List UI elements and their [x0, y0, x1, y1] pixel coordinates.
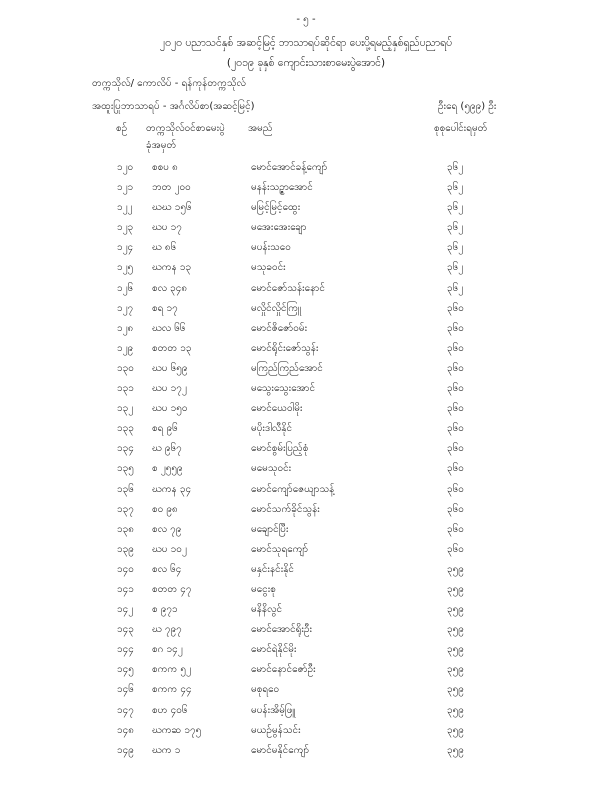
- table-row: [0, 500, 612, 520]
- total-marks-cell: ၃၅၉: [447, 704, 464, 716]
- table-row: [0, 218, 612, 238]
- roll-number-cell: ဃက ၁: [152, 744, 181, 756]
- serial-no-cell: ၁၃၃: [117, 423, 134, 435]
- serial-no-cell: ၁၂၄: [117, 242, 134, 254]
- student-name-cell: မယဉ်မွန်သင်း: [251, 724, 301, 736]
- table-row: [0, 238, 612, 258]
- serial-no-cell: ၁၃၄: [117, 443, 134, 455]
- roll-number-cell: စလ ၆၄: [152, 563, 182, 575]
- table-row: [0, 319, 612, 339]
- total-marks-cell: ၃၆၂: [447, 162, 464, 173]
- table-row: [0, 178, 612, 198]
- total-marks-cell: ၃၆၀: [447, 443, 464, 455]
- table-row: [0, 520, 612, 540]
- roll-number-cell: စစပ ၈: [152, 162, 178, 173]
- serial-no-cell: ၁၃၅: [117, 463, 134, 475]
- table-row: [0, 721, 612, 741]
- student-name-cell: မစုရဝေ: [251, 684, 280, 696]
- student-name-cell: မနှင်းနင်းနိုင်: [251, 563, 294, 575]
- student-name-cell: မောင်အောင်ရိုးဦး: [251, 624, 313, 636]
- student-name-cell: မောင်သက်ခိုင်သွန်း: [251, 503, 320, 515]
- total-count: ဦးရေ (၅၉၉) ဦး: [438, 101, 497, 112]
- student-name-cell: မောင်ဇော်သန်းနောင်: [251, 282, 325, 294]
- student-name-cell: မငွေးစု: [251, 583, 276, 595]
- header-roll-number: တက္ကသိုလ်ဝင်စာမေးပွဲ: [146, 123, 225, 134]
- total-marks-cell: ၃၆၂: [447, 222, 464, 234]
- serial-no-cell: ၁၃၀: [117, 362, 134, 374]
- serial-no-cell: ၁၄၅: [117, 664, 134, 676]
- student-name-cell: မောင်စွမ်းပြည့်စုံ: [251, 443, 309, 455]
- table-row: [0, 741, 612, 761]
- roll-number-cell: ဃကန ၃၄: [152, 483, 192, 495]
- roll-number-cell: ဃ ၈၆: [152, 242, 177, 254]
- page-number: - ၅ -: [296, 14, 316, 25]
- table-row: [0, 399, 612, 419]
- total-marks-cell: ၃၆၀: [447, 523, 464, 535]
- serial-no-cell: ၁၃၇: [117, 503, 134, 515]
- student-name-cell: မမေသုဝင်း: [251, 463, 292, 475]
- student-name-cell: မောင်ရိုင်းဇော်သွန်း: [251, 342, 319, 354]
- serial-no-cell: ၁၂၉: [117, 342, 134, 354]
- total-marks-cell: ၃၆၀: [447, 342, 464, 354]
- total-marks-cell: ၃၅၉: [447, 644, 464, 656]
- serial-no-cell: ၁၂၅: [117, 262, 134, 274]
- student-name-cell: မပန်းအိမ့်ဖြူ: [251, 704, 296, 716]
- student-name-cell: မနန်းသဉ္ဇာအောင်: [251, 182, 313, 194]
- table-row: [0, 660, 612, 680]
- total-marks-cell: ၃၅၉: [447, 744, 464, 756]
- student-name-cell: မပိုးဒါလီနိုင်: [251, 423, 292, 435]
- total-marks-cell: ၃၆၀: [447, 483, 464, 495]
- roll-number-cell: ဃပ ၁၇၂: [152, 383, 187, 395]
- serial-no-cell: ၁၂၂: [117, 202, 133, 214]
- roll-number-cell: စကက ၄၄: [152, 684, 192, 696]
- student-name-cell: မသုခဝင်း: [251, 262, 286, 274]
- total-marks-cell: ၃၆၀: [447, 362, 464, 374]
- total-marks-cell: ၃၆၀: [447, 322, 464, 334]
- roll-number-cell: စလ ၃၄၈: [152, 282, 188, 294]
- student-name-cell: မချောင်ပြီး: [251, 523, 289, 535]
- document-subtitle: (၂၀၁၉ ခုနှစ် ကျောင်းသားစာမေးပွဲအောင်): [226, 57, 386, 69]
- serial-no-cell: ၁၄၀: [117, 563, 134, 575]
- student-name-cell: မနိနိလွင်: [251, 604, 282, 616]
- student-name-cell: မပန်းသဝေ: [251, 242, 291, 254]
- roll-number-cell: စတတ ၄၇: [152, 583, 192, 595]
- roll-number-cell: စတတ ၁၃: [152, 342, 192, 354]
- serial-no-cell: ၁၂၃: [117, 222, 134, 234]
- table-row: [0, 439, 612, 459]
- table-row: [0, 359, 612, 379]
- serial-no-cell: ၁၄၂: [117, 604, 134, 616]
- serial-no-cell: ၁၃၆: [117, 483, 134, 495]
- serial-no-cell: ၁၃၉: [117, 543, 134, 555]
- table-row: [0, 580, 612, 600]
- serial-no-cell: ၁၂၀: [117, 162, 134, 173]
- total-marks-cell: ၃၆၂: [447, 202, 464, 214]
- serial-no-cell: ၁၃၂: [117, 403, 134, 415]
- serial-no-cell: ၁၃၈: [117, 523, 134, 535]
- roll-number-cell: ဃ ၉၆၇: [152, 443, 182, 455]
- roll-number-cell: စဝ ၉၈: [152, 503, 178, 515]
- student-name-cell: မောင်နောင်ဇော်ဦး: [251, 664, 316, 676]
- roll-number-cell: ဃကန ၁၃: [152, 262, 192, 274]
- table-row: [0, 379, 612, 399]
- student-name-cell: မောင်ရဲနိုင်မိုး: [251, 644, 297, 656]
- roll-number-cell: စရ ၉၆: [152, 423, 178, 435]
- roll-number-cell: ဃပ ၁၅၀: [152, 403, 188, 415]
- roll-number-cell: ဃပ ၁၇: [152, 222, 182, 234]
- header-roll-number-line2: ခုံအမှတ်: [146, 140, 177, 151]
- roll-number-cell: ဘတ ၂၀၀: [152, 182, 191, 194]
- document-title: ၂၀၂၀ ပညာသင်နှစ် အဆင့်မြင့် ဘာသာရပ်ဆိုင်ရာ ပေးပို့ရမည့်နှစ်ရှည်ပညာရပ်: [159, 37, 453, 49]
- student-name-cell: မလှိုင်လှိုင်ကြူ: [251, 302, 301, 314]
- header-serial-no: စဉ်: [116, 123, 128, 134]
- table-row: [0, 680, 612, 700]
- serial-no-cell: ၁၄၈: [117, 724, 134, 736]
- student-name-cell: မောင်အောင်ခန့်ကျော်: [251, 162, 328, 173]
- roll-number-cell: ဃ ၇၉၇: [152, 624, 182, 636]
- serial-no-cell: ၁၄၆: [117, 684, 134, 696]
- subject-line: အထူးပြုဘာသာရပ် - အင်္ဂလိပ်စာ(အဆင့်မြင့်): [92, 101, 255, 112]
- roll-number-cell: စ ၉၇၁: [152, 604, 178, 616]
- student-name-cell: မောင်ယေဝါမိုး: [251, 403, 303, 415]
- results-list: [0, 158, 612, 761]
- table-row: [0, 600, 612, 620]
- serial-no-cell: ၁၂၈: [117, 322, 134, 334]
- roll-number-cell: စလ ၇၉: [152, 523, 182, 535]
- total-marks-cell: ၃၆၀: [447, 403, 464, 415]
- header-total-marks: စုစုပေါင်းရမှတ်: [434, 123, 488, 134]
- total-marks-cell: ၃၆၂: [447, 262, 464, 274]
- student-name-cell: မကြည်ကြည်အောင်: [251, 362, 323, 374]
- serial-no-cell: ၁၃၁: [117, 383, 134, 395]
- table-row: [0, 419, 612, 439]
- total-marks-cell: ၃၆၀: [447, 543, 464, 555]
- student-name-cell: မောင်သုရကျော်: [251, 543, 309, 555]
- total-marks-cell: ၃၆၀: [447, 503, 464, 515]
- table-row: [0, 459, 612, 479]
- roll-number-cell: စကက ၅၂: [152, 664, 191, 676]
- total-marks-cell: ၃၆၀: [447, 463, 464, 475]
- roll-number-cell: စ ၂၅၅၉: [152, 463, 183, 475]
- student-name-cell: မသွေးသွေးအောင်: [251, 383, 316, 395]
- table-row: [0, 560, 612, 580]
- student-name-cell: မအေးအေးချော: [251, 222, 307, 234]
- table-row: [0, 279, 612, 299]
- serial-no-cell: ၁၂၁: [117, 182, 134, 194]
- student-name-cell: မောင်ကျော်ဇေယျာသန့်: [251, 483, 335, 495]
- table-row: [0, 480, 612, 500]
- total-marks-cell: ၃၆၀: [447, 383, 464, 395]
- total-marks-cell: ၃၅၉: [447, 724, 464, 736]
- table-row: [0, 620, 612, 640]
- student-name-cell: မောင်ဇိဇော်ဝမ်း: [251, 322, 308, 334]
- serial-no-cell: ၁၂၇: [117, 302, 134, 314]
- table-row: [0, 299, 612, 319]
- serial-no-cell: ၁၄၉: [117, 744, 134, 756]
- serial-no-cell: ၁၄၃: [117, 624, 134, 636]
- serial-no-cell: ၁၄၄: [117, 644, 134, 656]
- roll-number-cell: ဃဃ ၁၅၆: [152, 202, 192, 214]
- total-marks-cell: ၃၅၉: [447, 563, 464, 575]
- serial-no-cell: ၁၂၆: [117, 282, 134, 294]
- roll-number-cell: စဂ ၁၄၂: [152, 644, 183, 656]
- total-marks-cell: ၃၆၂: [447, 282, 464, 294]
- student-name-cell: မမြင့်မြင့်ထွေး: [251, 202, 301, 214]
- total-marks-cell: ၃၆၂: [447, 242, 464, 254]
- total-marks-cell: ၃၆၀: [447, 423, 464, 435]
- total-marks-cell: ၃၆၂: [447, 182, 464, 194]
- roll-number-cell: ဃလ ၆၆: [152, 322, 186, 334]
- table-row: [0, 701, 612, 721]
- roll-number-cell: စရ ၁၇: [152, 302, 178, 314]
- total-marks-cell: ၃၅၉: [447, 583, 464, 595]
- roll-number-cell: ဃပ ၆၅၉: [152, 362, 188, 374]
- table-row: [0, 339, 612, 359]
- table-row: [0, 640, 612, 660]
- university-line: တက္ကသိုလ်/ ကောလိပ် - ရန်ကုန်တက္ကသိုလ်: [92, 78, 246, 89]
- total-marks-cell: ၃၅၉: [447, 624, 464, 636]
- total-marks-cell: ၃၅၉: [447, 684, 464, 696]
- total-marks-cell: ၃၆၀: [447, 302, 464, 314]
- serial-no-cell: ၁၄၁: [117, 583, 134, 595]
- table-row: [0, 540, 612, 560]
- serial-no-cell: ၁၄၇: [117, 704, 134, 716]
- total-marks-cell: ၃၅၉: [447, 604, 464, 616]
- total-marks-cell: ၃၅၉: [447, 664, 464, 676]
- student-name-cell: မောင်မနိုင်ကျော်: [251, 744, 310, 756]
- header-name: အမည်: [248, 123, 273, 134]
- roll-number-cell: ဃကဆ ၁၇၅: [152, 724, 202, 736]
- roll-number-cell: ဃပ ၁၀၂: [152, 543, 187, 555]
- table-row: [0, 198, 612, 218]
- table-row: [0, 158, 612, 178]
- table-row: [0, 258, 612, 278]
- roll-number-cell: စဟ ၄၀၆: [152, 704, 188, 716]
